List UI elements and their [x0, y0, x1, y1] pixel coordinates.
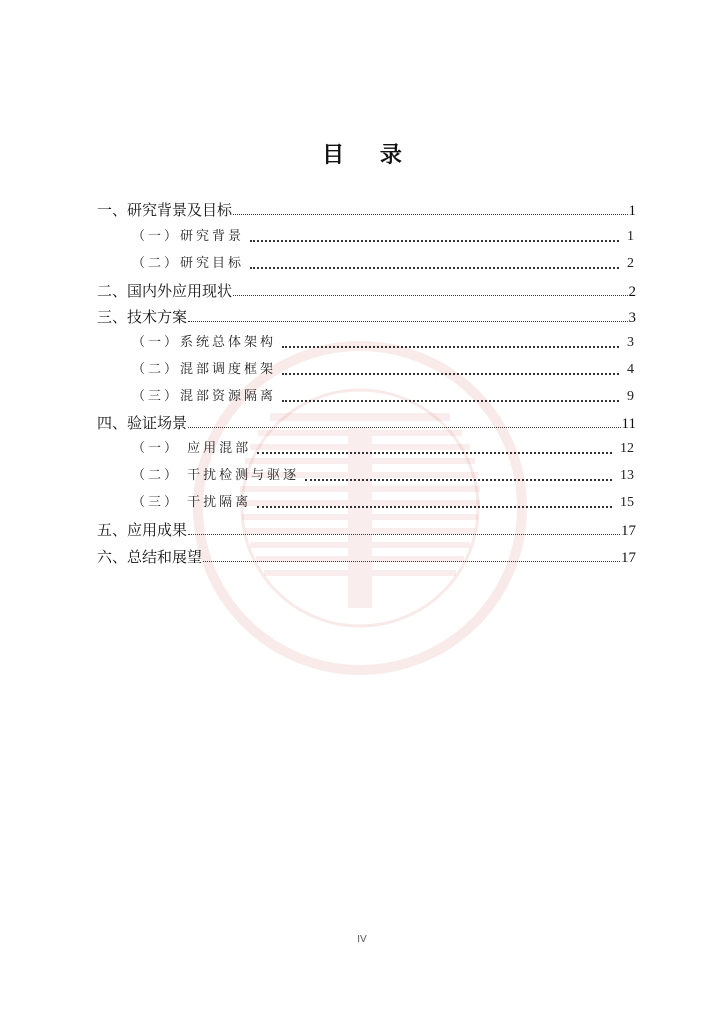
dot-leader	[203, 560, 620, 562]
toc-entry-page: 17	[621, 550, 636, 566]
toc-entry-label: （一） 应用混部	[132, 441, 252, 456]
toc-entry[interactable]	[132, 492, 634, 514]
toc-entry-page: 17	[621, 523, 636, 539]
toc-entry-page: 12	[620, 441, 634, 456]
toc-entry[interactable]	[132, 386, 634, 408]
toc-entry[interactable]	[97, 280, 636, 302]
toc-entry-page: 1	[628, 203, 636, 219]
dot-leader	[188, 533, 620, 535]
dot-leader	[188, 320, 627, 322]
toc-entry-label: 四、验证场景	[97, 414, 188, 432]
toc-entry-page: 15	[620, 495, 634, 510]
toc-entry-label: （一）系统总体架构	[132, 335, 277, 350]
toc-entry[interactable]	[97, 199, 636, 221]
toc-entry-label: （二）混部调度框架	[132, 362, 277, 377]
dot-leader	[282, 372, 619, 375]
toc-entry[interactable]	[97, 306, 636, 328]
dot-leader	[282, 345, 619, 348]
toc-title: 目 录	[322, 143, 416, 168]
dot-leader	[233, 213, 627, 215]
toc-entry[interactable]	[132, 226, 634, 248]
dot-leader	[257, 505, 612, 508]
toc-entry-label: （二）研究目标	[132, 256, 245, 271]
dot-leader	[250, 239, 619, 242]
dot-leader	[305, 478, 612, 481]
toc-entry-label: 三、技术方案	[97, 308, 188, 326]
toc-entry-label: 二、国内外应用现状	[97, 282, 233, 300]
toc-entry-page: 9	[627, 389, 634, 404]
toc-entry-page: 3	[627, 335, 634, 350]
toc-entry-label: （三） 干扰隔离	[132, 495, 252, 510]
toc-entry[interactable]	[97, 412, 636, 434]
dot-leader	[282, 399, 619, 402]
toc-entry-label: （三）混部资源隔离	[132, 389, 277, 404]
toc-entry-page: 2	[627, 256, 634, 271]
toc-entry[interactable]	[132, 438, 634, 460]
toc-entry-page: 3	[628, 310, 636, 326]
dot-leader	[188, 426, 621, 428]
toc-entry-page: 4	[627, 362, 634, 377]
toc-entry[interactable]	[132, 359, 634, 381]
toc-entry[interactable]	[132, 465, 634, 487]
toc-entry-page: 2	[628, 284, 636, 300]
toc-entry-label: 一、研究背景及目标	[97, 201, 233, 219]
toc-entry-label: 五、应用成果	[97, 521, 188, 539]
dot-leader	[257, 451, 612, 454]
toc-entry-page: 13	[620, 468, 634, 483]
toc-entry[interactable]	[132, 332, 634, 354]
page-number: IV	[357, 934, 367, 945]
toc-entry-label: （一）研究背景	[132, 229, 245, 244]
toc-entry-label: （二） 干扰检测与驱逐	[132, 468, 300, 483]
toc-entry[interactable]	[132, 253, 634, 275]
dot-leader	[250, 266, 619, 269]
toc-entry-page: 1	[627, 229, 634, 244]
toc-entry[interactable]	[97, 546, 636, 568]
toc-entry-page: 11	[621, 416, 636, 432]
toc-entry-label: 六、总结和展望	[97, 548, 203, 566]
dot-leader	[233, 294, 627, 296]
toc-entry[interactable]	[97, 519, 636, 541]
